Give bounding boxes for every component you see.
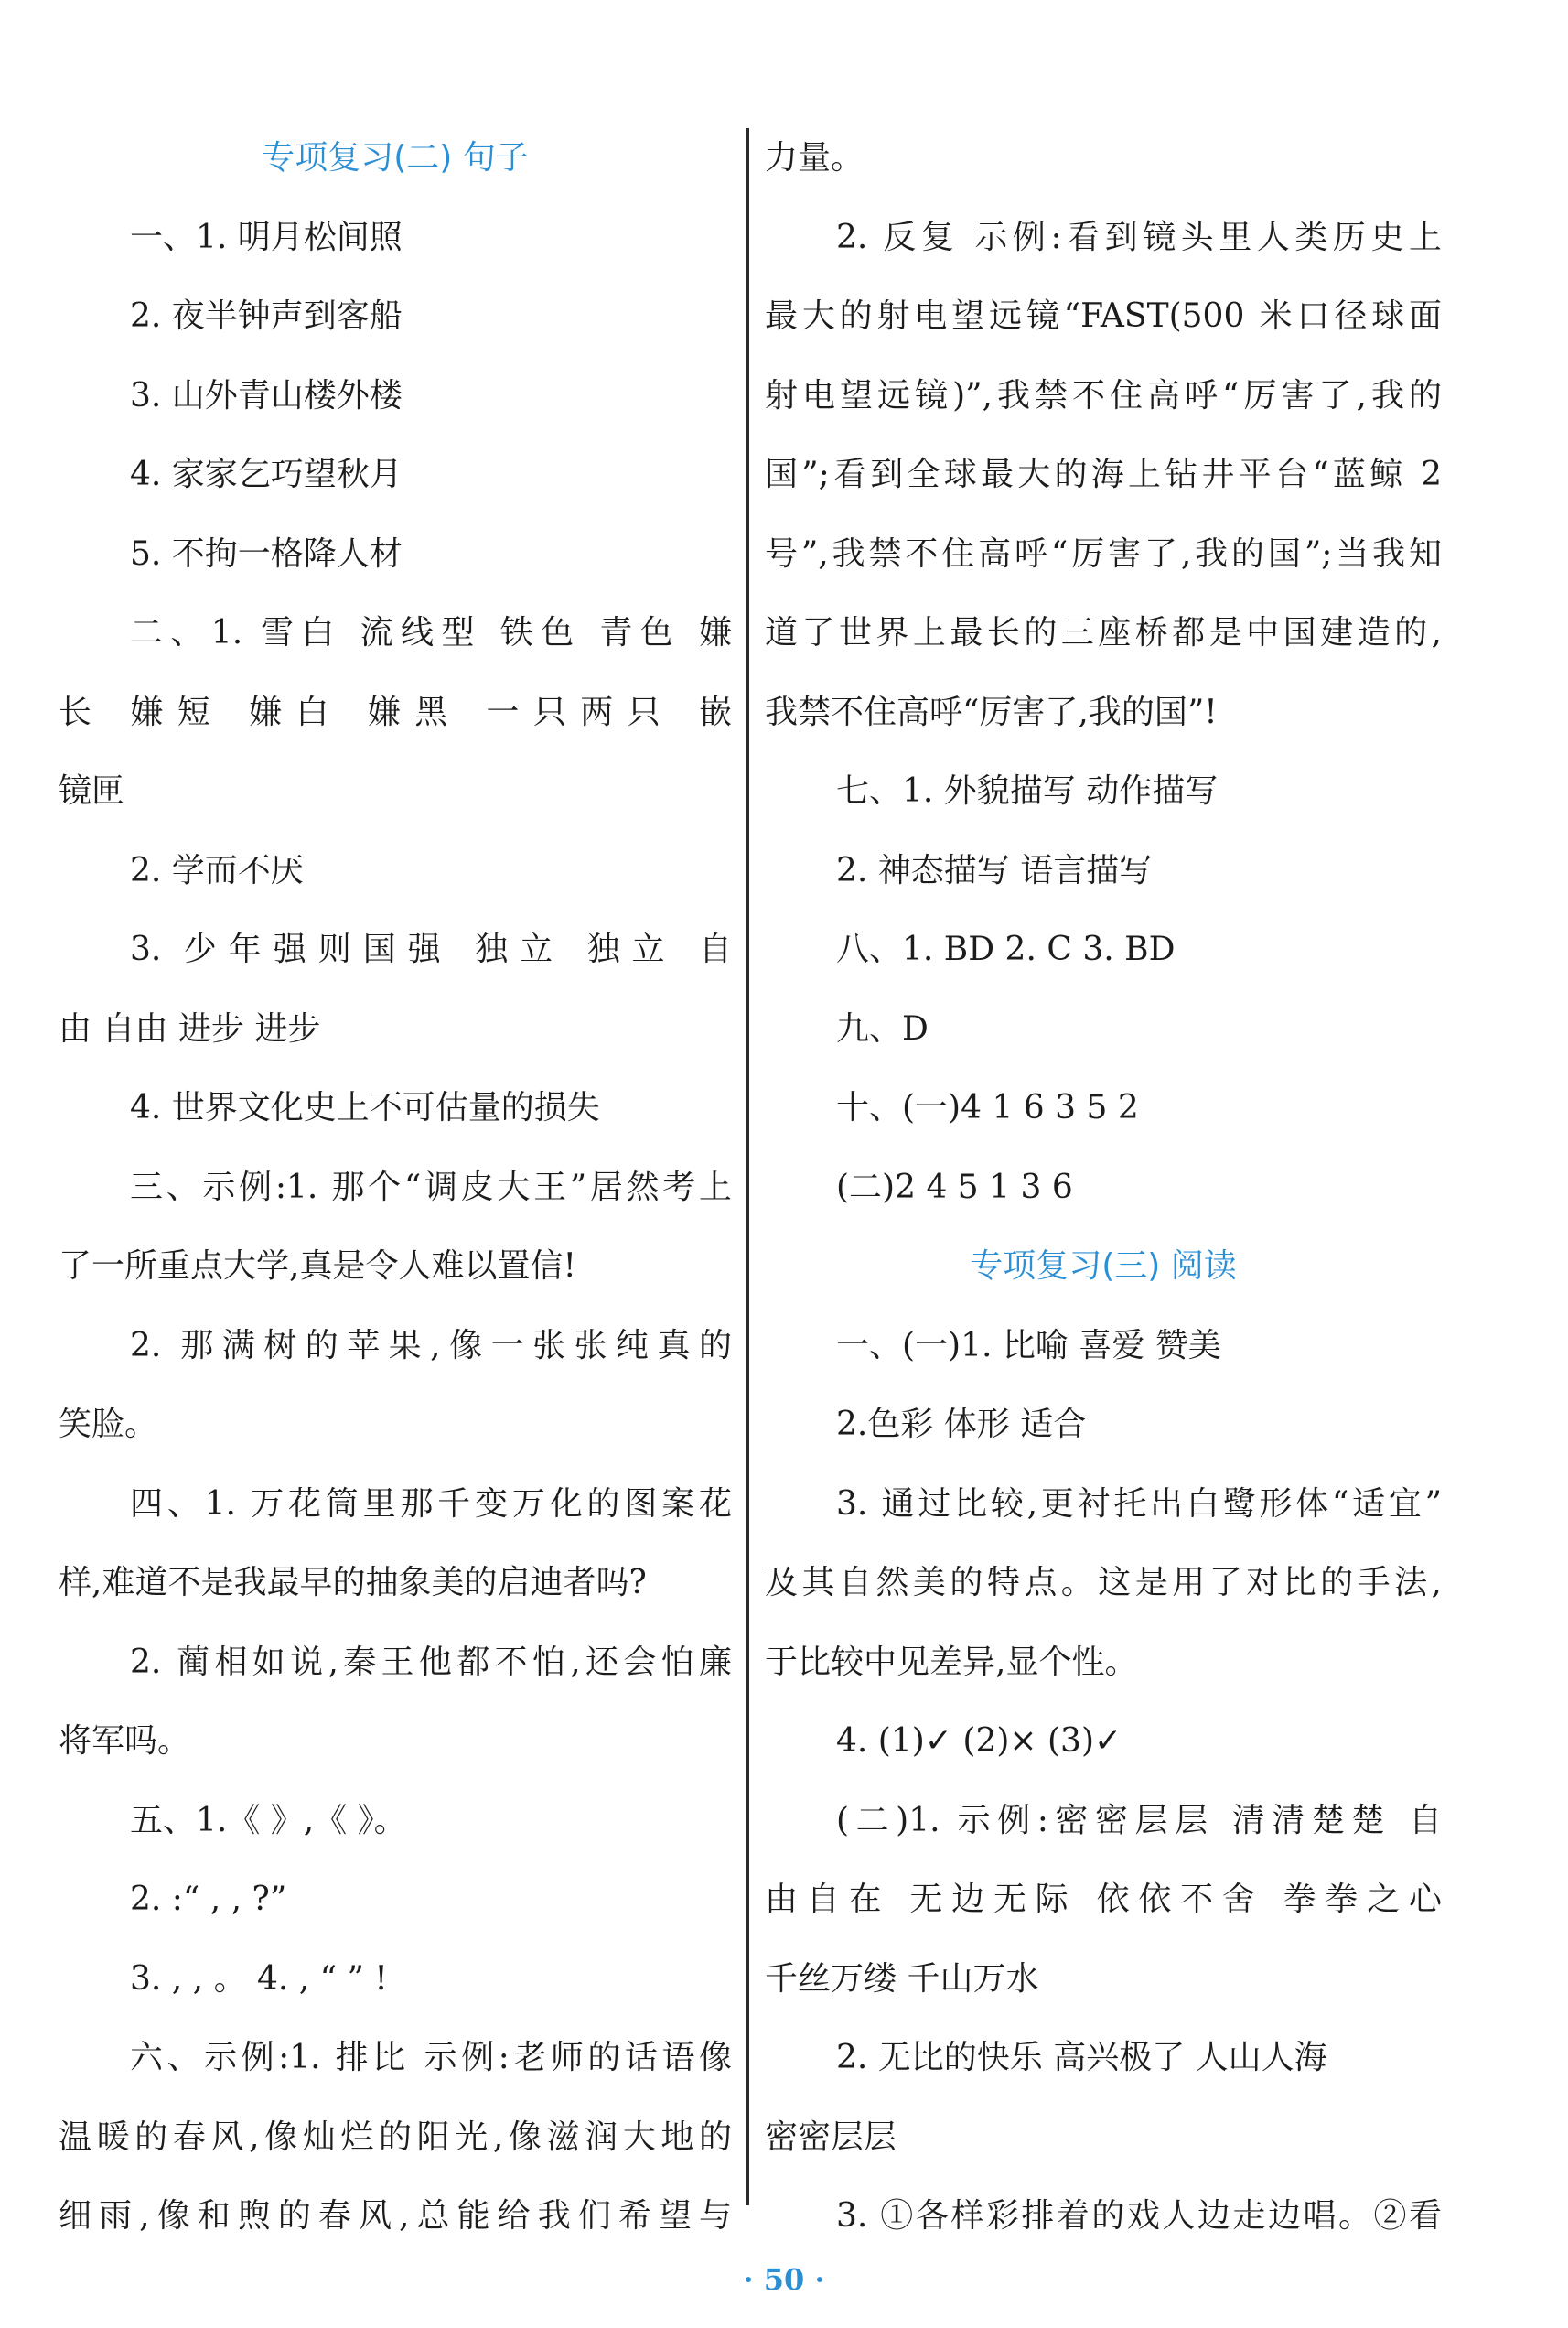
answer-line: 五、1.《 》,《 》。	[130, 1801, 407, 1839]
answer-line: 4. (1)✓ (2)× (3)✓	[836, 1722, 1122, 1760]
answer-line: 3. 通过比较,更衬托出白鹭形体“适宜”	[836, 1484, 1442, 1523]
answer-line: 我禁不住高呼“厉害了,我的国”!	[765, 693, 1218, 731]
answer-line: 六、示例:1. 排比 示例:老师的话语像	[130, 2039, 732, 2076]
answer-line: 3. 少年强则国强 独立 独立 自	[130, 931, 732, 968]
section-heading: 专项复习(二) 句子	[262, 139, 529, 177]
page-number: · 50 ·	[743, 2262, 825, 2297]
answer-line: 三、示例:1. 那个“调皮大王”居然考上	[130, 1168, 732, 1206]
answer-line: 5. 不拘一格降人材	[130, 534, 403, 573]
left-column	[59, 119, 732, 2257]
answer-line: 2. :“ , , ?”	[130, 1881, 287, 1918]
answer-line: (二)2 4 5 1 3 6	[836, 1168, 1073, 1206]
answer-line: 密密层层	[765, 2118, 897, 2156]
answer-line: 四、1. 万花筒里那千变万化的图案花	[130, 1484, 732, 1523]
answer-line: 道了世界上最长的三座桥都是中国建造的,	[765, 614, 1442, 652]
answer-line: 力量。	[765, 139, 865, 177]
answer-line: 样,难道不是我最早的抽象美的启迪者吗?	[59, 1564, 647, 1601]
answer-line: 3. 山外青山楼外楼	[130, 376, 403, 415]
answer-line: 了一所重点大学,真是令人难以置信!	[59, 1247, 576, 1285]
answer-line: 由自在 无边无际 依依不舍 拳拳之心	[765, 1881, 1442, 1918]
answer-line: 2. 反复 示例:看到镜头里人类历史上	[836, 218, 1442, 256]
answer-line: 2. 蔺相如说,秦王他都不怕,还会怕廉	[130, 1643, 732, 1681]
answer-line: 3. , , 。 4. , “ ” !	[130, 1959, 388, 1998]
answer-line: 七、1. 外貌描写 动作描写	[836, 772, 1219, 810]
section-heading: 专项复习(三) 阅读	[970, 1247, 1237, 1285]
answer-line: 国”;看到全球最大的海上钻井平台“蓝鲸 2	[765, 456, 1442, 493]
answer-line: 号”,我禁不住高呼“厉害了,我的国”;当我知	[765, 534, 1442, 573]
answer-line: 2.色彩 体形 适合	[836, 1406, 1087, 1443]
answer-line: 最大的射电望远镜“FAST(500 米口径球面	[765, 297, 1442, 335]
answer-line: 2. 夜半钟声到客船	[130, 297, 403, 335]
answer-line: (二)1. 示例:密密层层 清清楚楚 自	[836, 1801, 1442, 1839]
answer-line: 九、D	[836, 1009, 929, 1048]
answer-line: 八、1. BD 2. C 3. BD	[836, 931, 1176, 968]
answer-line: 笑脸。	[59, 1406, 158, 1443]
answer-line: 2. 那满树的苹果,像一张张纯真的	[130, 1326, 732, 1364]
column-divider	[746, 128, 749, 2205]
answer-line: 将军吗。	[59, 1722, 191, 1760]
answer-line: 镜匣	[59, 772, 125, 810]
answer-line: 射电望远镜)”,我禁不住高呼“厉害了,我的	[765, 376, 1442, 415]
answer-line: 2. 学而不厌	[130, 851, 304, 889]
right-column	[765, 119, 1442, 2257]
answer-line: 3. ①各样彩排着的戏人边走边唱。②看	[836, 2197, 1442, 2235]
answer-line: 一、1. 明月松间照	[130, 218, 403, 256]
answer-line: 温暖的春风,像灿烂的阳光,像滋润大地的	[59, 2118, 732, 2156]
answer-line: 十、(一)4 1 6 3 5 2	[836, 1089, 1139, 1126]
answer-line: 2. 无比的快乐 高兴极了 人山人海	[836, 2039, 1327, 2076]
answer-line: 长 嫌短 嫌白 嫌黑 一只两只 嵌	[59, 693, 732, 731]
answer-line: 2. 神态描写 语言描写	[836, 851, 1153, 889]
answer-line: 由 自由 进步 进步	[59, 1009, 321, 1048]
answer-line: 4. 家家乞巧望秋月	[130, 456, 403, 493]
answer-line: 4. 世界文化史上不可估量的损失	[130, 1089, 600, 1126]
answer-line: 一、(一)1. 比喻 喜爱 赞美	[836, 1326, 1221, 1364]
answer-line: 细雨,像和煦的春风,总能给我们希望与	[59, 2197, 732, 2235]
answer-line: 千丝万缕 千山万水	[765, 1959, 1039, 1998]
answer-line: 二、1. 雪白 流线型 铁色 青色 嫌	[130, 614, 732, 652]
answer-line: 及其自然美的特点。这是用了对比的手法,	[765, 1564, 1442, 1601]
answer-line: 于比较中见差异,显个性。	[765, 1643, 1138, 1681]
